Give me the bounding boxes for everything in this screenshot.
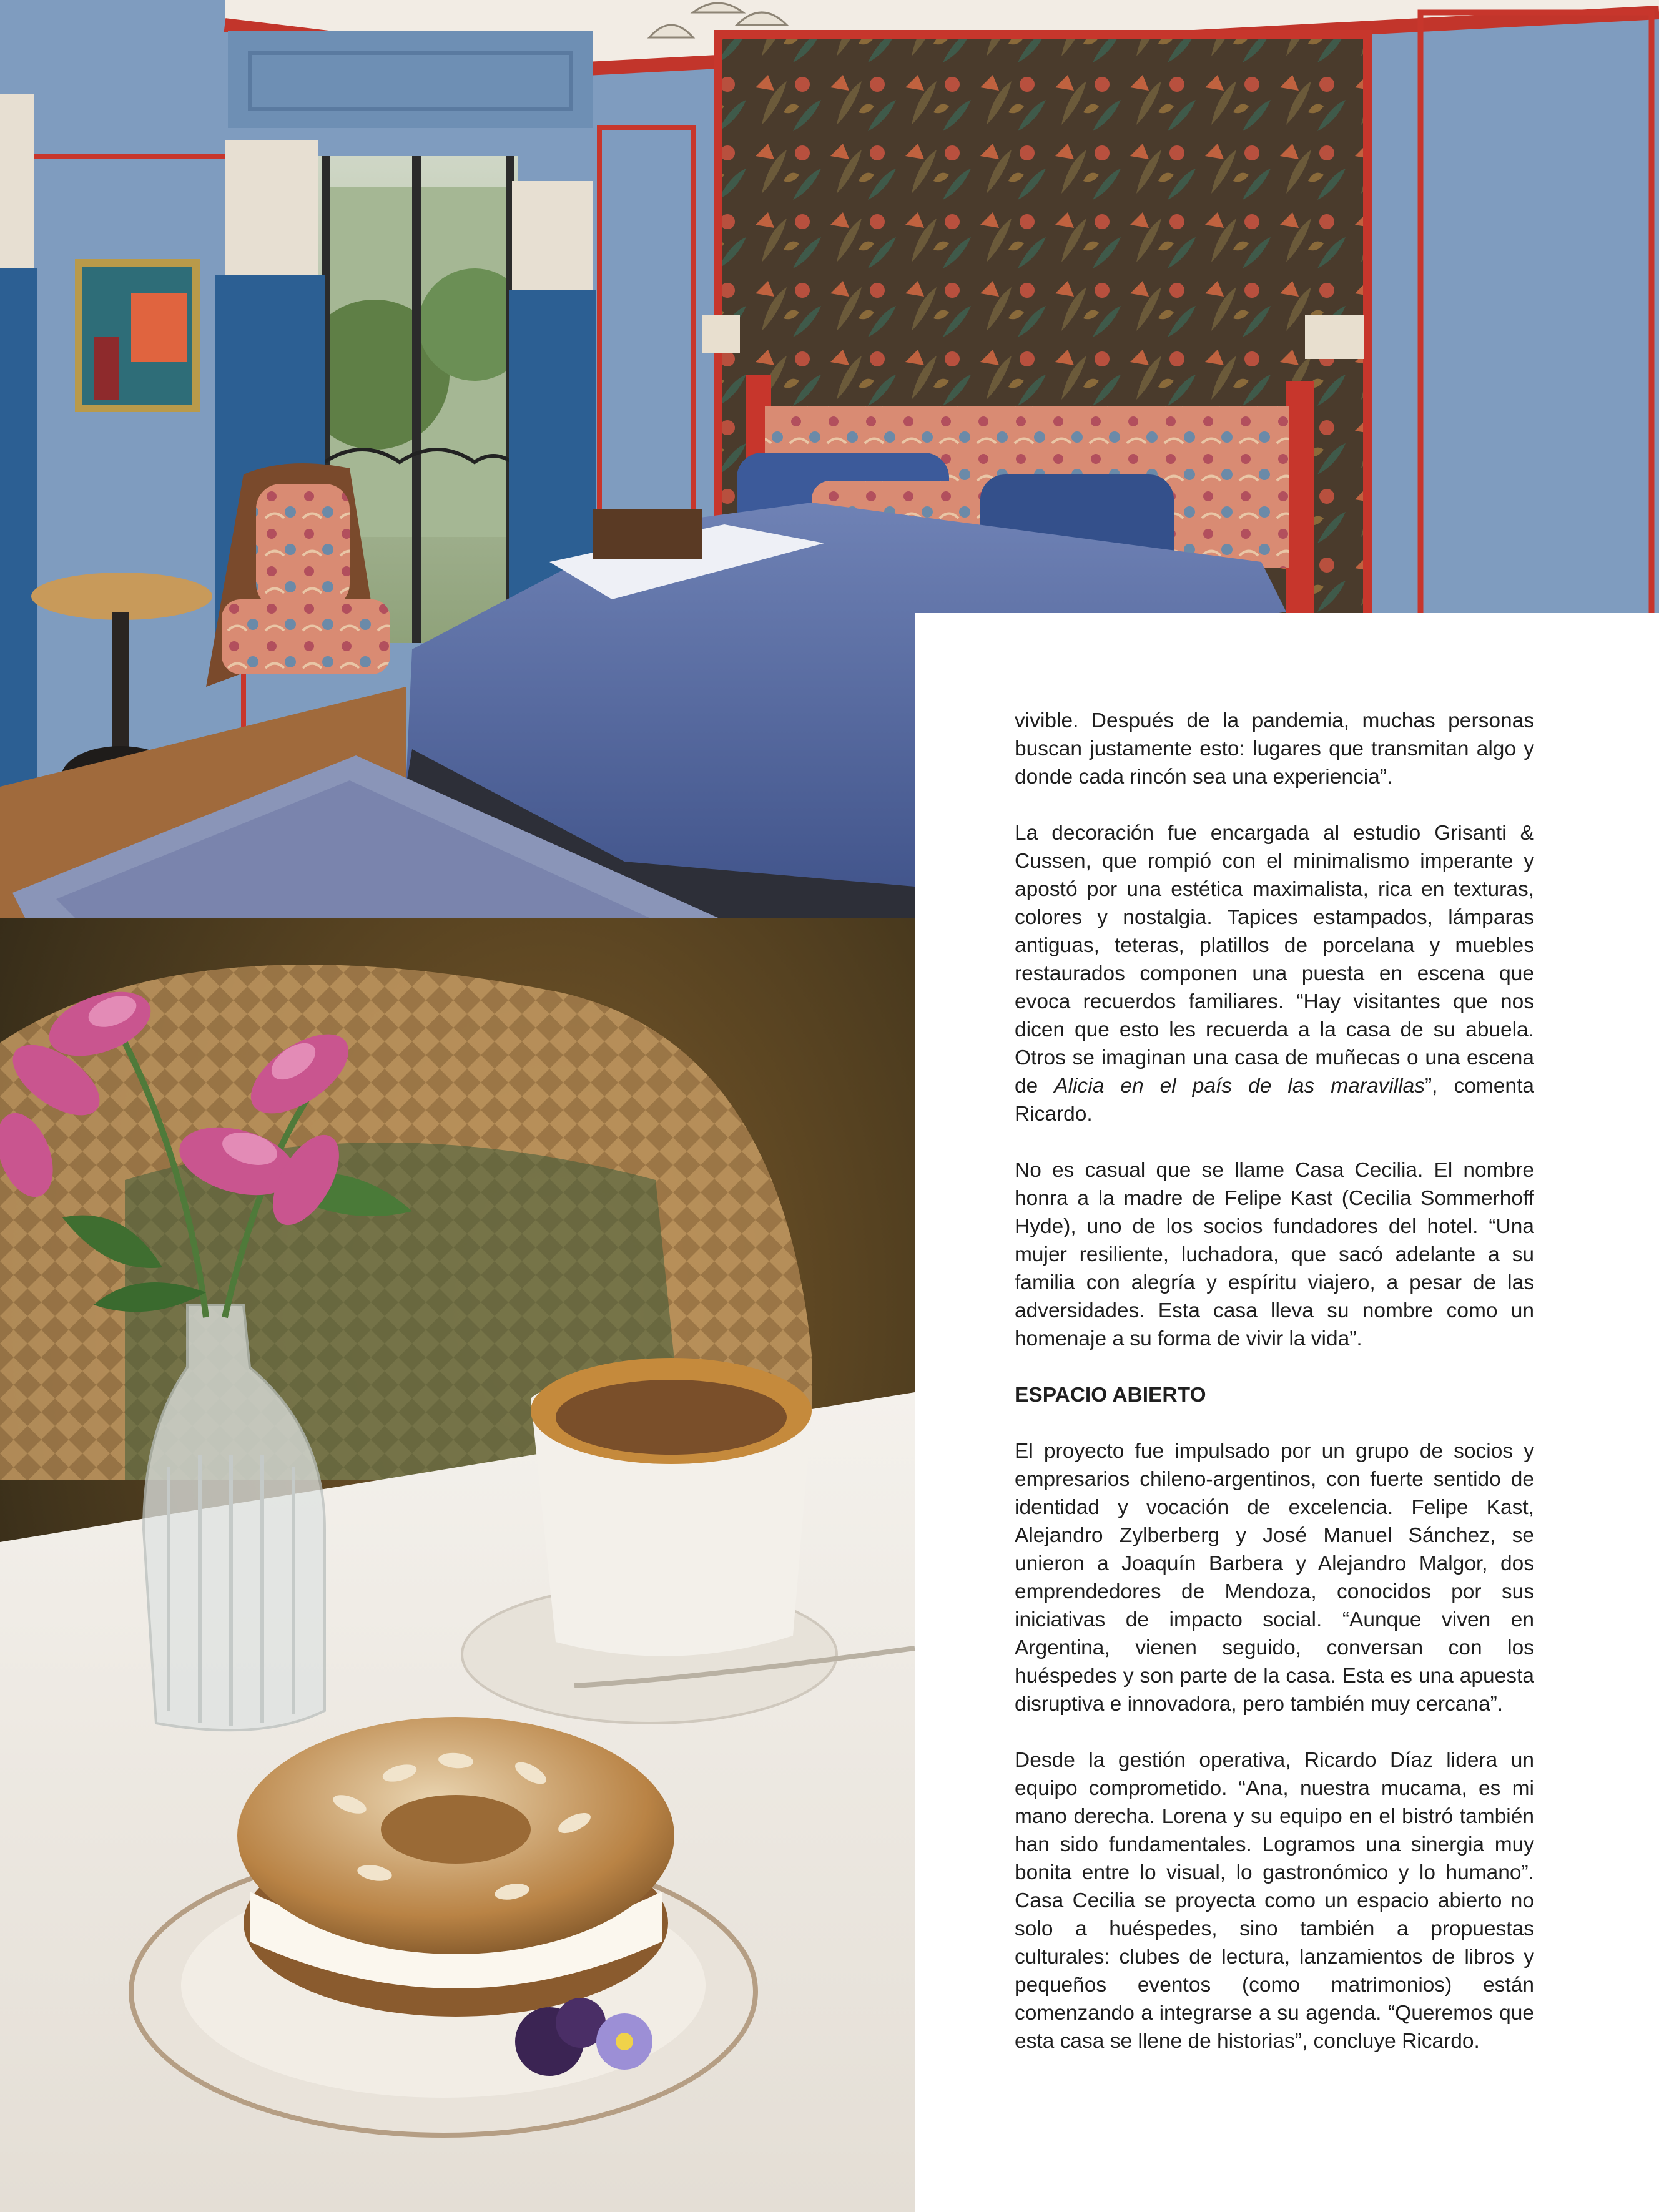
paragraph-3: No es casual que se llame Casa Cecilia. El nombre honra a la madre de Felipe Kast (Cecilia Sommerhoff Hyde), uno de los socios fundadores del hotel. “Una mujer resiliente, luchadora, que sacó adelante a su familia con alegría y espíritu viajero, a pesar de las adversidades. Esta casa lleva su nombre como un homenaje a su forma de vivir la vida”. — [1015, 1159, 1534, 1350]
article-body — [1015, 707, 1534, 2083]
paragraph-2-text: La decoración fue encargada al estudio Grisanti & Cussen, que rompió con el minimalismo imperante y apostó por una estética maximalista, rica en texturas, colores y nostalgia. Tapices estampados, lámparas antiguas, teteras, platillos de porcelana y muebles restaurados componen una puesta en escena que evoca recuerdos familiares. “Hay visitantes que nos dicen que esto les recuerda a la casa de su abuela. Otros se imaginan una casa de muñecas o una escena de — [1015, 822, 1534, 1098]
paragraph-1: vivible. Después de la pandemia, muchas personas buscan justamente esto: lugares que transmitan algo y donde cada rincón sea una experiencia”. — [1015, 709, 1534, 789]
coffee-and-paris-brest-photo — [0, 918, 915, 2212]
paragraph-4: El proyecto fue impulsado por un grupo de socios y empresarios chileno-argentinos, con fuerte sentido de identidad y vocación de excelencia. Felipe Kast, Alejandro Zylberberg y José Manuel Sánchez, se unieron a Joaquín Barbera y Alejandro Malgor, dos emprendedores de Mendoza, conocidos por sus iniciativas de impacto social. “Aunque viven en Argentina, vienen seguido, conversan con los huéspedes y son parte de la casa. Esta es una apuesta disruptiva e innovadora, pero también muy cercana”. — [1015, 1440, 1534, 1716]
paragraph-5: Desde la gestión operativa, Ricardo Díaz lidera un equipo comprometido. “Ana, nuestra mucama, es mi mano derecha. Lorena y su equipo en el bistró también han sido fundamentales. Logramos una sinergia muy bonita entre lo visual, lo gastronómico y lo humano”. Casa Cecilia se proyecta como un espacio abierto no solo a huéspedes, sino también a propuestas culturales: clubes de lectura, lanzamientos de libros y pequeños eventos (como matrimonios) están comenzando a integrarse a su agenda. “Queremos que esta casa se llene de historias”, concluye Ricardo. — [1015, 1749, 1534, 2053]
paragraph-2 — [1015, 819, 1534, 1128]
section-subhead: ESPACIO ABIERTO — [1015, 1384, 1206, 1407]
paragraph-2-end: ”, comenta Ricardo. — [1015, 1074, 1535, 1126]
article-text-panel — [915, 613, 1659, 2212]
book-title: Alicia en el país de las maravillas — [1054, 1074, 1425, 1098]
